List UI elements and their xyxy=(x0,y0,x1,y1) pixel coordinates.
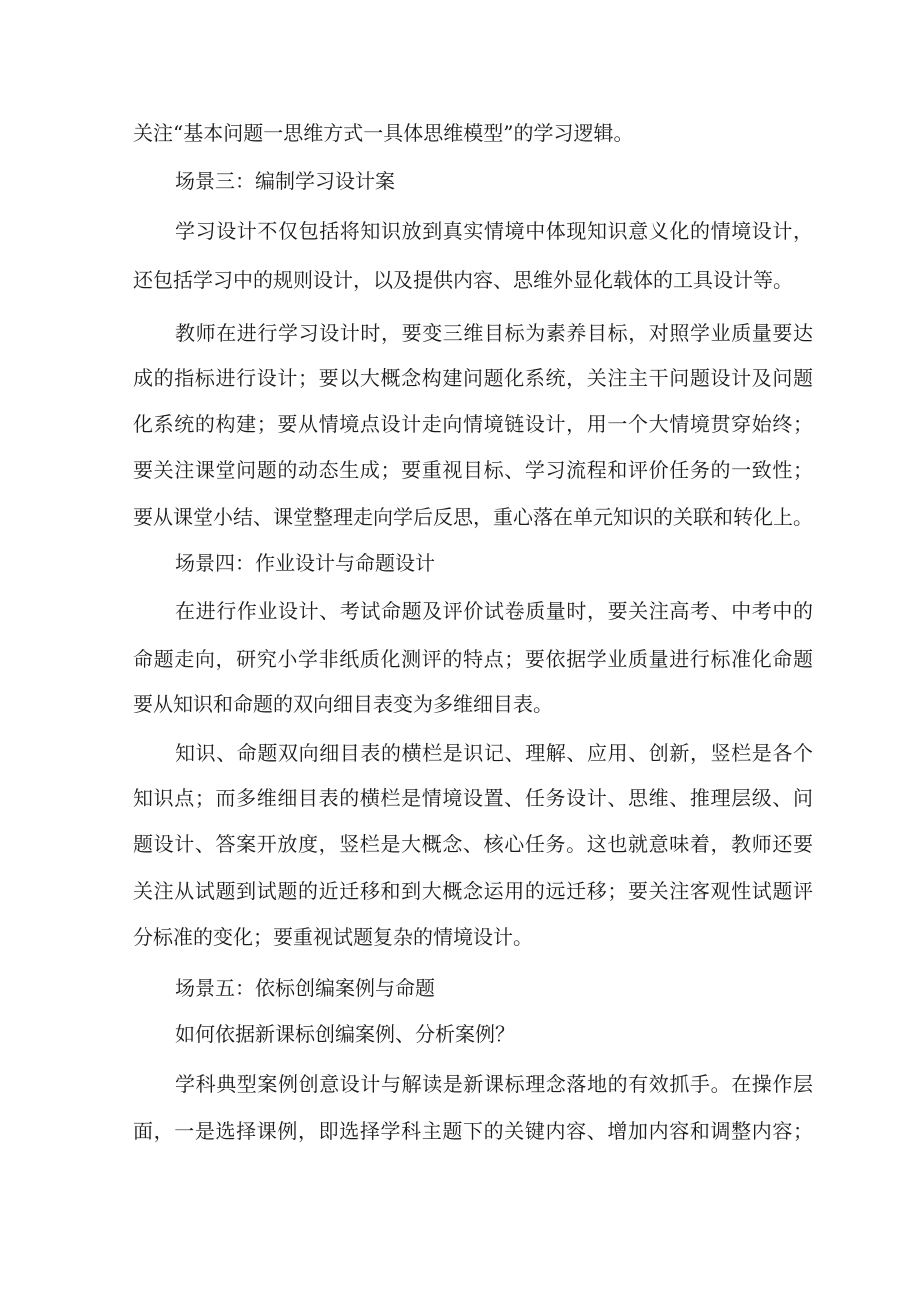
text-line: 要关注课堂问题的动态生成；要重视目标、学习流程和评价任务的一致性； xyxy=(133,458,813,482)
text-line: 化系统的构建；要从情境点设计走向情境链设计，用一个大情境贯穿始终； xyxy=(133,412,813,436)
section-heading: 场景五：依标创编案例与命题 xyxy=(175,976,435,1000)
text-line: 学科典型案例创意设计与解读是新课标理念落地的有效抓手。在操作层 xyxy=(175,1072,813,1096)
text-line: 在进行作业设计、考试命题及评价试卷质量时，要关注高考、中考中的 xyxy=(175,599,813,623)
text-line: 如何依据新课标创编案例、分析案例？ xyxy=(175,1022,515,1046)
text-line: 知识点；而多维细目表的横栏是情境设置、任务设计、思维、推理层级、问 xyxy=(133,786,813,810)
text-line: 学习设计不仅包括将知识放到真实情境中体现知识意义化的情境设计， xyxy=(175,219,813,243)
text-line: 要从知识和命题的双向细目表变为多维细目表。 xyxy=(133,692,553,716)
text-line: 成的指标进行设计；要以大概念构建问题化系统，关注主干问题设计及问题 xyxy=(133,366,813,390)
text-line: 还包括学习中的规则设计，以及提供内容、思维外显化载体的工具设计等。 xyxy=(133,268,793,292)
text-line: 分标准的变化；要重视试题复杂的情境设计。 xyxy=(133,925,533,949)
text-line: 命题走向，研究小学非纸质化测评的特点；要依据学业质量进行标准化命题 xyxy=(133,647,813,671)
section-heading: 场景三：编制学习设计案 xyxy=(175,169,395,193)
text-line: 题设计、答案开放度，竖栏是大概念、核心任务。这也就意味着，教师还要 xyxy=(133,832,813,856)
text-line: 知识、命题双向细目表的横栏是识记、理解、应用、创新，竖栏是各个 xyxy=(175,741,813,765)
text-line: 关注“基本问题一思维方式一具体思维模型”的学习逻辑。 xyxy=(133,121,634,145)
section-heading: 场景四：作业设计与命题设计 xyxy=(175,551,435,575)
text-line: 要从课堂小结、课堂整理走向学后反思，重心落在单元知识的关联和转化上。 xyxy=(133,505,813,529)
text-line: 教师在进行学习设计时，要变三维目标为素养目标，对照学业质量要达 xyxy=(175,321,813,345)
text-line: 面，一是选择课例，即选择学科主题下的关键内容、增加内容和调整内容； xyxy=(133,1119,813,1143)
text-line: 关注从试题到试题的近迁移和到大概念运用的远迁移；要关注客观性试题评 xyxy=(133,879,813,903)
